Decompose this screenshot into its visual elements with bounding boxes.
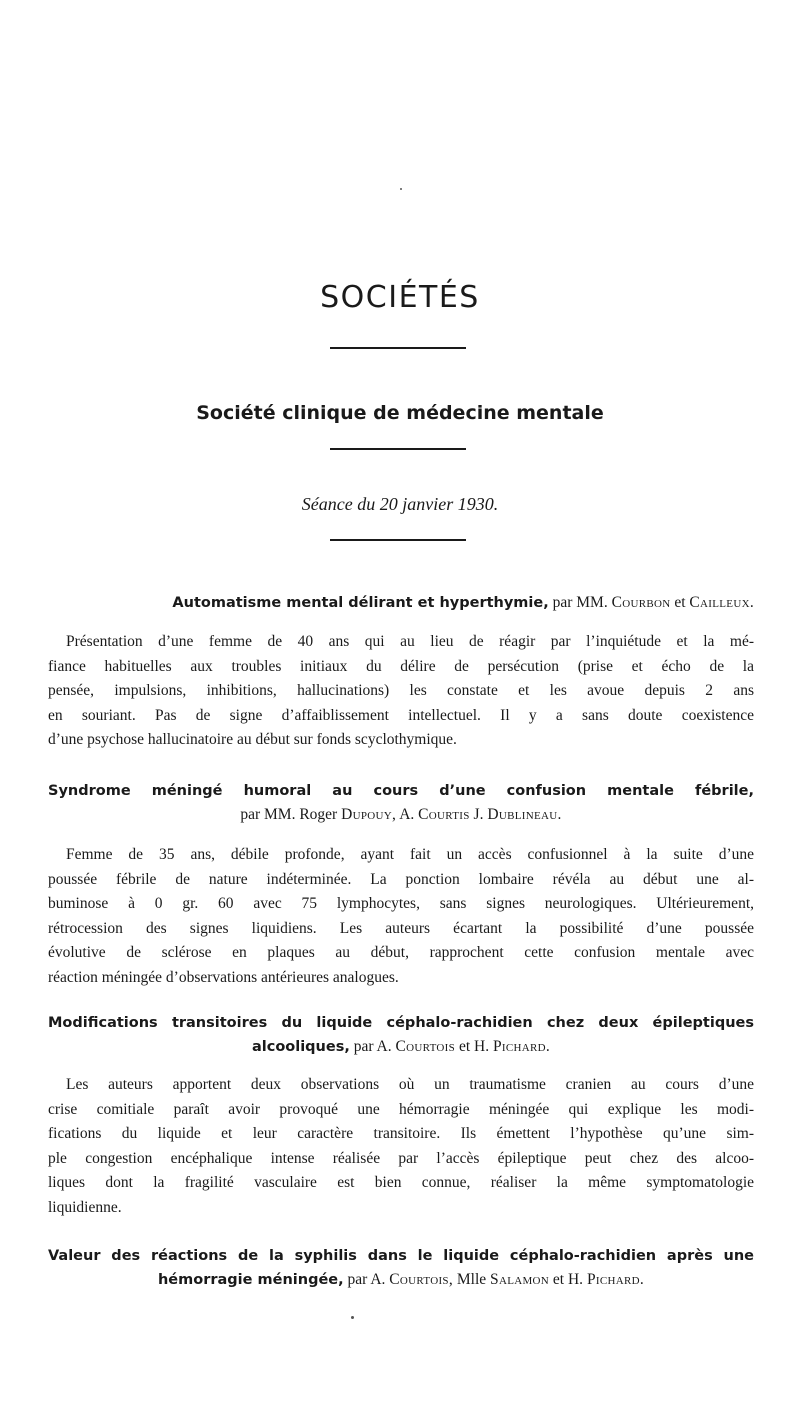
author-title: Mlle <box>456 1271 487 1288</box>
page-title: SOCIÉTÉS <box>320 280 480 315</box>
author-name: Dupouy, <box>341 806 397 823</box>
text-line: d’une psychose hallucinatoire au début sur fonds scyclothymique. <box>48 731 457 748</box>
society-heading: Société clinique de médecine mentale <box>196 402 604 424</box>
byline-prefix: par A. <box>353 1038 392 1055</box>
text-line: liques dont la fragilité vasculaire est bien connue, réaliser la même symptomatologie <box>48 1174 754 1191</box>
text-line: en souriant. Pas de signe d’affaiblissement intellectuel. Il y a sans doute coexistence <box>48 706 754 724</box>
text-line: buminose à 0 gr. 60 avec 75 lymphocytes, sans signes neurologiques. Ultérieurement, <box>48 895 754 912</box>
author-name: Pichard. <box>492 1038 551 1055</box>
author-name: Cailleux. <box>689 594 754 611</box>
entry-heading <box>48 591 754 615</box>
text-line: Femme de 35 ans, débile profonde, ayant fait un accès confusionnel à la suite d’une <box>66 846 754 863</box>
entry-title: Valeur des réactions de la syphilis dans le liquide céphalo-rachidien après une <box>48 1248 754 1264</box>
author-name: Courtois <box>395 1038 456 1055</box>
author-name: Courtois, <box>389 1271 454 1288</box>
text-line: crise comitiale paraît avoir provoqué une hémorragie méningée qui explique les modi- <box>48 1100 754 1118</box>
entry-title: Syndrome méningé humoral au cours d’une confusion mentale fébrile, <box>48 783 754 799</box>
author-initial: J. <box>473 806 484 823</box>
divider-rule <box>330 539 466 541</box>
entry-heading-line <box>48 591 754 615</box>
author-name: Pichard. <box>586 1271 645 1288</box>
text-line: fiance habituelles aux troubles initiaux du délire de persécution (prise et écho de la <box>48 657 754 675</box>
text-line: évolutive de sclérose en plaques au début, rapprochent cette confusion mentale avec <box>48 944 754 961</box>
text-line: rétrocession des signes liquidiens. Les auteurs écartant la possibilité d’une poussée <box>48 919 754 937</box>
ink-speck <box>351 1316 354 1319</box>
entry-title-continuation: hémorragie méningée, <box>157 1272 344 1288</box>
author-initial: H. <box>474 1038 490 1055</box>
text-line: fications du liquide et leur caractère transitoire. Ils émettent l’hypothèse qu’une sim- <box>48 1125 754 1142</box>
entry-title-continuation: alcooliques, <box>251 1039 350 1055</box>
entry-abstract <box>48 1073 754 1220</box>
entry-abstract <box>48 843 754 990</box>
text-line: Présentation d’une femme de 40 ans qui au lieu de réagir par l’inquiétude et la mé- <box>66 633 754 650</box>
conjunction: et <box>552 1271 565 1288</box>
divider-rule <box>330 347 466 349</box>
ink-speck <box>400 188 402 190</box>
entry-heading <box>48 1245 754 1292</box>
text-line: pensée, impulsions, inhibitions, hallucinations) les constate et les avoue depuis 2 ans <box>48 682 754 699</box>
text-line: Les auteurs apportent deux observations où un traumatisme cranien au cours d’une <box>66 1076 754 1093</box>
text-line: réaction méningée d’observations antérieures analogues. <box>48 968 399 986</box>
author-name: Courbon <box>611 594 671 611</box>
conjunction: et <box>458 1038 471 1055</box>
entry-byline <box>48 1035 754 1059</box>
entry-byline <box>48 1268 754 1292</box>
divider-rule <box>330 448 466 450</box>
text-line: liquidienne. <box>48 1198 122 1216</box>
text-line: poussée fébrile de nature indéterminée. La ponction lombaire révéla au début une al- <box>48 870 754 888</box>
entry-heading <box>48 1012 754 1059</box>
author-name: Dublineau. <box>487 806 562 823</box>
entry-abstract <box>48 630 754 753</box>
byline-prefix: par MM. <box>552 594 608 611</box>
author-name: Salamon <box>490 1271 550 1288</box>
entry-title: Automatisme mental délirant et hyperthymie, <box>172 595 549 611</box>
session-date: Séance du 20 janvier 1930. <box>301 494 499 514</box>
author-initial: H. <box>567 1271 584 1288</box>
entry-heading <box>48 780 754 826</box>
byline-prefix: par A. <box>347 1271 386 1288</box>
entry-title: Modifications transitoires du liquide céphalo-rachidien chez deux épileptiques <box>48 1015 754 1031</box>
text-line: ple congestion encéphalique intense réalisée par l’accès épileptique peut chez des alcoo- <box>48 1149 754 1167</box>
author-name: Courtis <box>418 806 470 823</box>
byline-prefix: par MM. Roger <box>240 806 338 823</box>
author-initial: A. <box>399 806 415 823</box>
conjunction: et <box>674 594 686 611</box>
entry-byline <box>48 803 754 826</box>
